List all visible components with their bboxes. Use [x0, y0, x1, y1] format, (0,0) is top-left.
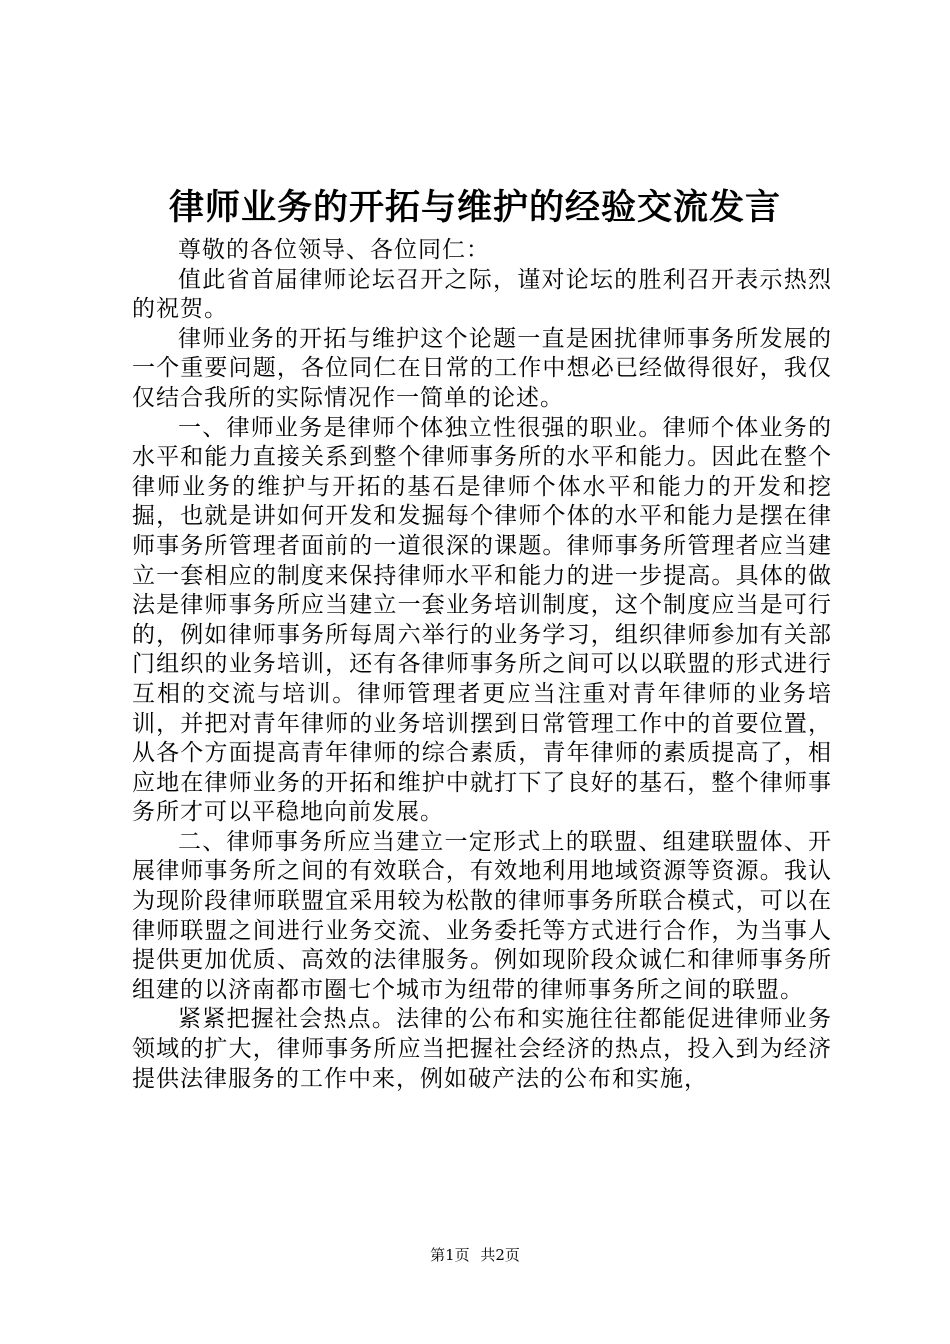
- document-body: [132, 236, 832, 1094]
- intro-paragraph: 律师业务的开拓与维护这个论题一直是困扰律师事务所发展的一个重要问题，各位同仁在日常的工作中想必已经做得很好，我仅仅结合我所的实际情况作一简单的论述。: [132, 325, 832, 411]
- document-title: 律师业务的开拓与维护的经验交流发言: [168, 188, 781, 228]
- hotspot-paragraph: 紧紧把握社会热点。法律的公布和实施往往都能促进律师业务领域的扩大，律师事务所应当把握社会经济的热点，投入到为经济提供法律服务的工作中来，例如破产法的公布和实施，: [132, 1006, 832, 1092]
- page-footer: [0, 1244, 950, 1266]
- point-two-paragraph: 二、律师事务所应当建立一定形式上的联盟、组建联盟体、开展律师事务所之间的有效联合，有效地利用地域资源等资源。我认为现阶段律师联盟宜采用较为松散的律师事务所联合模式，可以在律师联盟之间进行业务交流、业务委托等方式进行合作，为当事人提供更加优质、高效的法律服务。例如现阶段众诚仁和律师事务所组建的以济南都市圈七个城市为纽带的律师事务所之间的联盟。: [132, 828, 832, 1003]
- page-total: 共2页: [480, 1246, 520, 1264]
- greeting-paragraph: 值此省首届律师论坛召开之际，谨对论坛的胜利召开表示热烈的祝贺。: [132, 266, 832, 323]
- page-number: 第1页: [430, 1246, 470, 1264]
- salutation-paragraph: 尊敬的各位领导、各位同仁：: [178, 237, 490, 263]
- point-one-paragraph: 一、律师业务是律师个体独立性很强的职业。律师个体业务的水平和能力直接关系到整个律师事务所的水平和能力。因此在整个律师业务的维护与开拓的基石是律师个体水平和能力的开发和挖掘，也就是讲如何开发和发掘每个律师个体的水平和能力是摆在律师事务所管理者面前的一道很深的课题。律师事务所管理者应当建立一套相应的制度来保持律师水平和能力的进一步提高。具体的做法是律师事务所应当建立一套业务培训制度，这个制度应当是可行的，例如律师事务所每周六举行的业务学习，组织律师参加有关部门组织的业务培训，还有各律师事务所之间可以以联盟的形式进行互相的交流与培训。律师管理者更应当注重对青年律师的业务培训，并把对青年律师的业务培训摆到日常管理工作中的首要位置，从各个方面提高青年律师的综合素质，青年律师的素质提高了，相应地在律师业务的开拓和维护中就打下了良好的基石，整个律师事务所才可以平稳地向前发展。: [132, 414, 832, 826]
